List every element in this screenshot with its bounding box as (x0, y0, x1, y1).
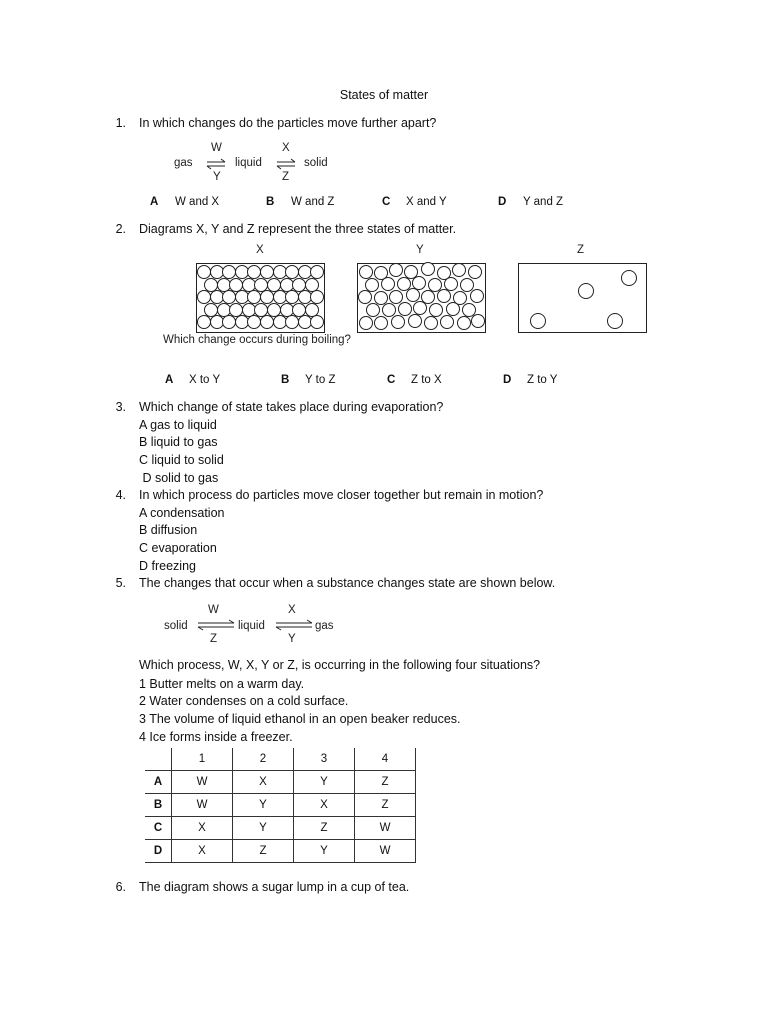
table-cell: W (355, 840, 416, 863)
particle (197, 290, 211, 304)
particle (452, 263, 466, 277)
table-row (145, 840, 416, 863)
particle (260, 265, 274, 279)
q1-option-a-text: W and X (175, 196, 220, 208)
particle (607, 313, 623, 329)
question-1-text: In which changes do the particles move further apart? (139, 116, 437, 130)
q1-equilibrium-arrow-2 (275, 157, 297, 171)
q5-situation-2: 2 Water condenses on a cold surface. (139, 694, 349, 708)
table-header-cell: 1 (172, 748, 233, 771)
q4-option-d: D freezing (139, 559, 196, 573)
q1-option-c-text: X and Y (406, 196, 447, 208)
q1-label-gas: gas (174, 157, 193, 169)
table-cell: Z (355, 771, 416, 794)
table-cell: Y (233, 794, 294, 817)
particle (310, 265, 324, 279)
question-1-number: 1. (115, 116, 126, 130)
q4-option-a: A condensation (139, 506, 225, 520)
q1-label-solid: solid (304, 157, 328, 169)
question-4-text: In which process do particles move closer together but remain in motion? (139, 488, 544, 502)
page-title: States of matter (339, 88, 429, 102)
table-row (145, 771, 416, 794)
table-row-label: D (145, 840, 172, 863)
q3-option-d: D solid to gas (139, 471, 219, 485)
particle (424, 316, 438, 330)
question-5-text: The changes that occur when a substance changes state are shown below. (139, 576, 556, 590)
table-header-cell: 4 (355, 748, 416, 771)
table-cell: X (172, 817, 233, 840)
q2-label-y: Y (416, 244, 424, 256)
q2-option-b-text: Y to Z (305, 374, 336, 386)
q2-option-c-letter: C (387, 374, 396, 386)
q5-label-w: W (208, 604, 219, 616)
particle (457, 316, 471, 330)
particle (440, 315, 454, 329)
particle (374, 316, 388, 330)
q5-situation-1: 1 Butter melts on a warm day. (139, 677, 305, 691)
q4-option-c: C evaporation (139, 541, 217, 555)
diagram-y-liquid (357, 263, 486, 333)
q1-label-z: Z (282, 171, 290, 183)
particle (359, 316, 373, 330)
table-cell: W (172, 771, 233, 794)
particle (389, 263, 403, 277)
particle (578, 283, 594, 299)
table-cell: W (172, 794, 233, 817)
q1-label-w: W (211, 142, 222, 154)
table-cell: X (294, 794, 355, 817)
q1-option-d-text: Y and Z (523, 196, 564, 208)
q5-equilibrium-arrow-2 (274, 618, 314, 632)
particle (413, 301, 427, 315)
particle (197, 265, 211, 279)
q5-label-solid: solid (164, 620, 188, 632)
q2-option-d-text: Z to Y (527, 374, 558, 386)
particle (421, 262, 435, 276)
question-2-number: 2. (115, 222, 126, 236)
q1-equilibrium-arrow-1 (205, 157, 227, 171)
q5-label-x: X (288, 604, 296, 616)
particle (437, 289, 451, 303)
q5-label-gas: gas (315, 620, 334, 632)
q2-label-x: X (256, 244, 264, 256)
particle (260, 290, 274, 304)
table-cell: Y (294, 840, 355, 863)
table-row-label: B (145, 794, 172, 817)
particle (366, 303, 380, 317)
particle (468, 265, 482, 279)
table-cell: Z (233, 840, 294, 863)
q5-label-liquid: liquid (238, 620, 265, 632)
q2-option-a-letter: A (165, 374, 174, 386)
particle (260, 315, 274, 329)
particle (197, 315, 211, 329)
q2-label-z: Z (577, 244, 585, 256)
particle (310, 315, 324, 329)
question-3-number: 3. (115, 400, 126, 414)
table-header-row (145, 748, 416, 771)
question-6-text: The diagram shows a sugar lump in a cup of tea. (139, 880, 410, 894)
table-header-cell: 3 (294, 748, 355, 771)
q2-option-a-text: X to Y (189, 374, 221, 386)
particle (359, 265, 373, 279)
diagram-x-solid (196, 263, 325, 333)
q2-option-b-letter: B (281, 374, 290, 386)
particle (429, 303, 443, 317)
table-row (145, 817, 416, 840)
q1-option-b-text: W and Z (291, 196, 335, 208)
particle (391, 315, 405, 329)
q1-option-b-letter: B (266, 196, 275, 208)
particle (470, 289, 484, 303)
table-header-cell: 2 (233, 748, 294, 771)
particle (398, 302, 412, 316)
table-cell: Y (294, 771, 355, 794)
question-3-text: Which change of state takes place during evaporation? (139, 400, 444, 414)
question-2-text: Diagrams X, Y and Z represent the three states of matter. (139, 222, 457, 236)
question-6-number: 6. (115, 880, 126, 894)
q1-option-a-letter: A (150, 196, 159, 208)
question-4-number: 4. (115, 488, 126, 502)
particle (408, 314, 422, 328)
q2-option-d-letter: D (503, 374, 512, 386)
table-cell: Y (233, 817, 294, 840)
diagram-z-gas (518, 263, 647, 333)
table-cell: Z (294, 817, 355, 840)
table-cell: X (172, 840, 233, 863)
table-cell: X (233, 771, 294, 794)
q5-situation-4: 4 Ice forms inside a freezer. (139, 730, 293, 744)
q5-question: Which process, W, X, Y or Z, is occurring in the following four situations? (139, 658, 541, 672)
particle (530, 313, 546, 329)
particle (358, 290, 372, 304)
question-5-number: 5. (115, 576, 126, 590)
q2-option-c-text: Z to X (411, 374, 442, 386)
particle (406, 288, 420, 302)
table-row-label: C (145, 817, 172, 840)
table-row-label: A (145, 771, 172, 794)
q3-option-b: B liquid to gas (139, 435, 218, 449)
q1-option-c-letter: C (382, 196, 391, 208)
q3-option-a: A gas to liquid (139, 418, 217, 432)
q4-option-b: B diffusion (139, 523, 198, 537)
particle (446, 302, 460, 316)
q5-equilibrium-arrow-1 (196, 618, 236, 632)
table-row (145, 794, 416, 817)
particle (621, 270, 637, 286)
table-cell: Z (355, 794, 416, 817)
q5-answer-table (145, 748, 416, 863)
q5-situation-3: 3 The volume of liquid ethanol in an open beaker reduces. (139, 712, 461, 726)
q5-label-y: Y (288, 633, 296, 645)
q1-option-d-letter: D (498, 196, 507, 208)
q3-option-c: C liquid to solid (139, 453, 224, 467)
particle (471, 314, 485, 328)
particle (381, 277, 395, 291)
q1-label-y: Y (213, 171, 221, 183)
table-cell: W (355, 817, 416, 840)
q1-label-liquid: liquid (235, 157, 262, 169)
q5-label-z: Z (210, 633, 218, 645)
q2-prompt: Which change occurs during boiling? (163, 334, 351, 346)
q1-label-x: X (282, 142, 290, 154)
